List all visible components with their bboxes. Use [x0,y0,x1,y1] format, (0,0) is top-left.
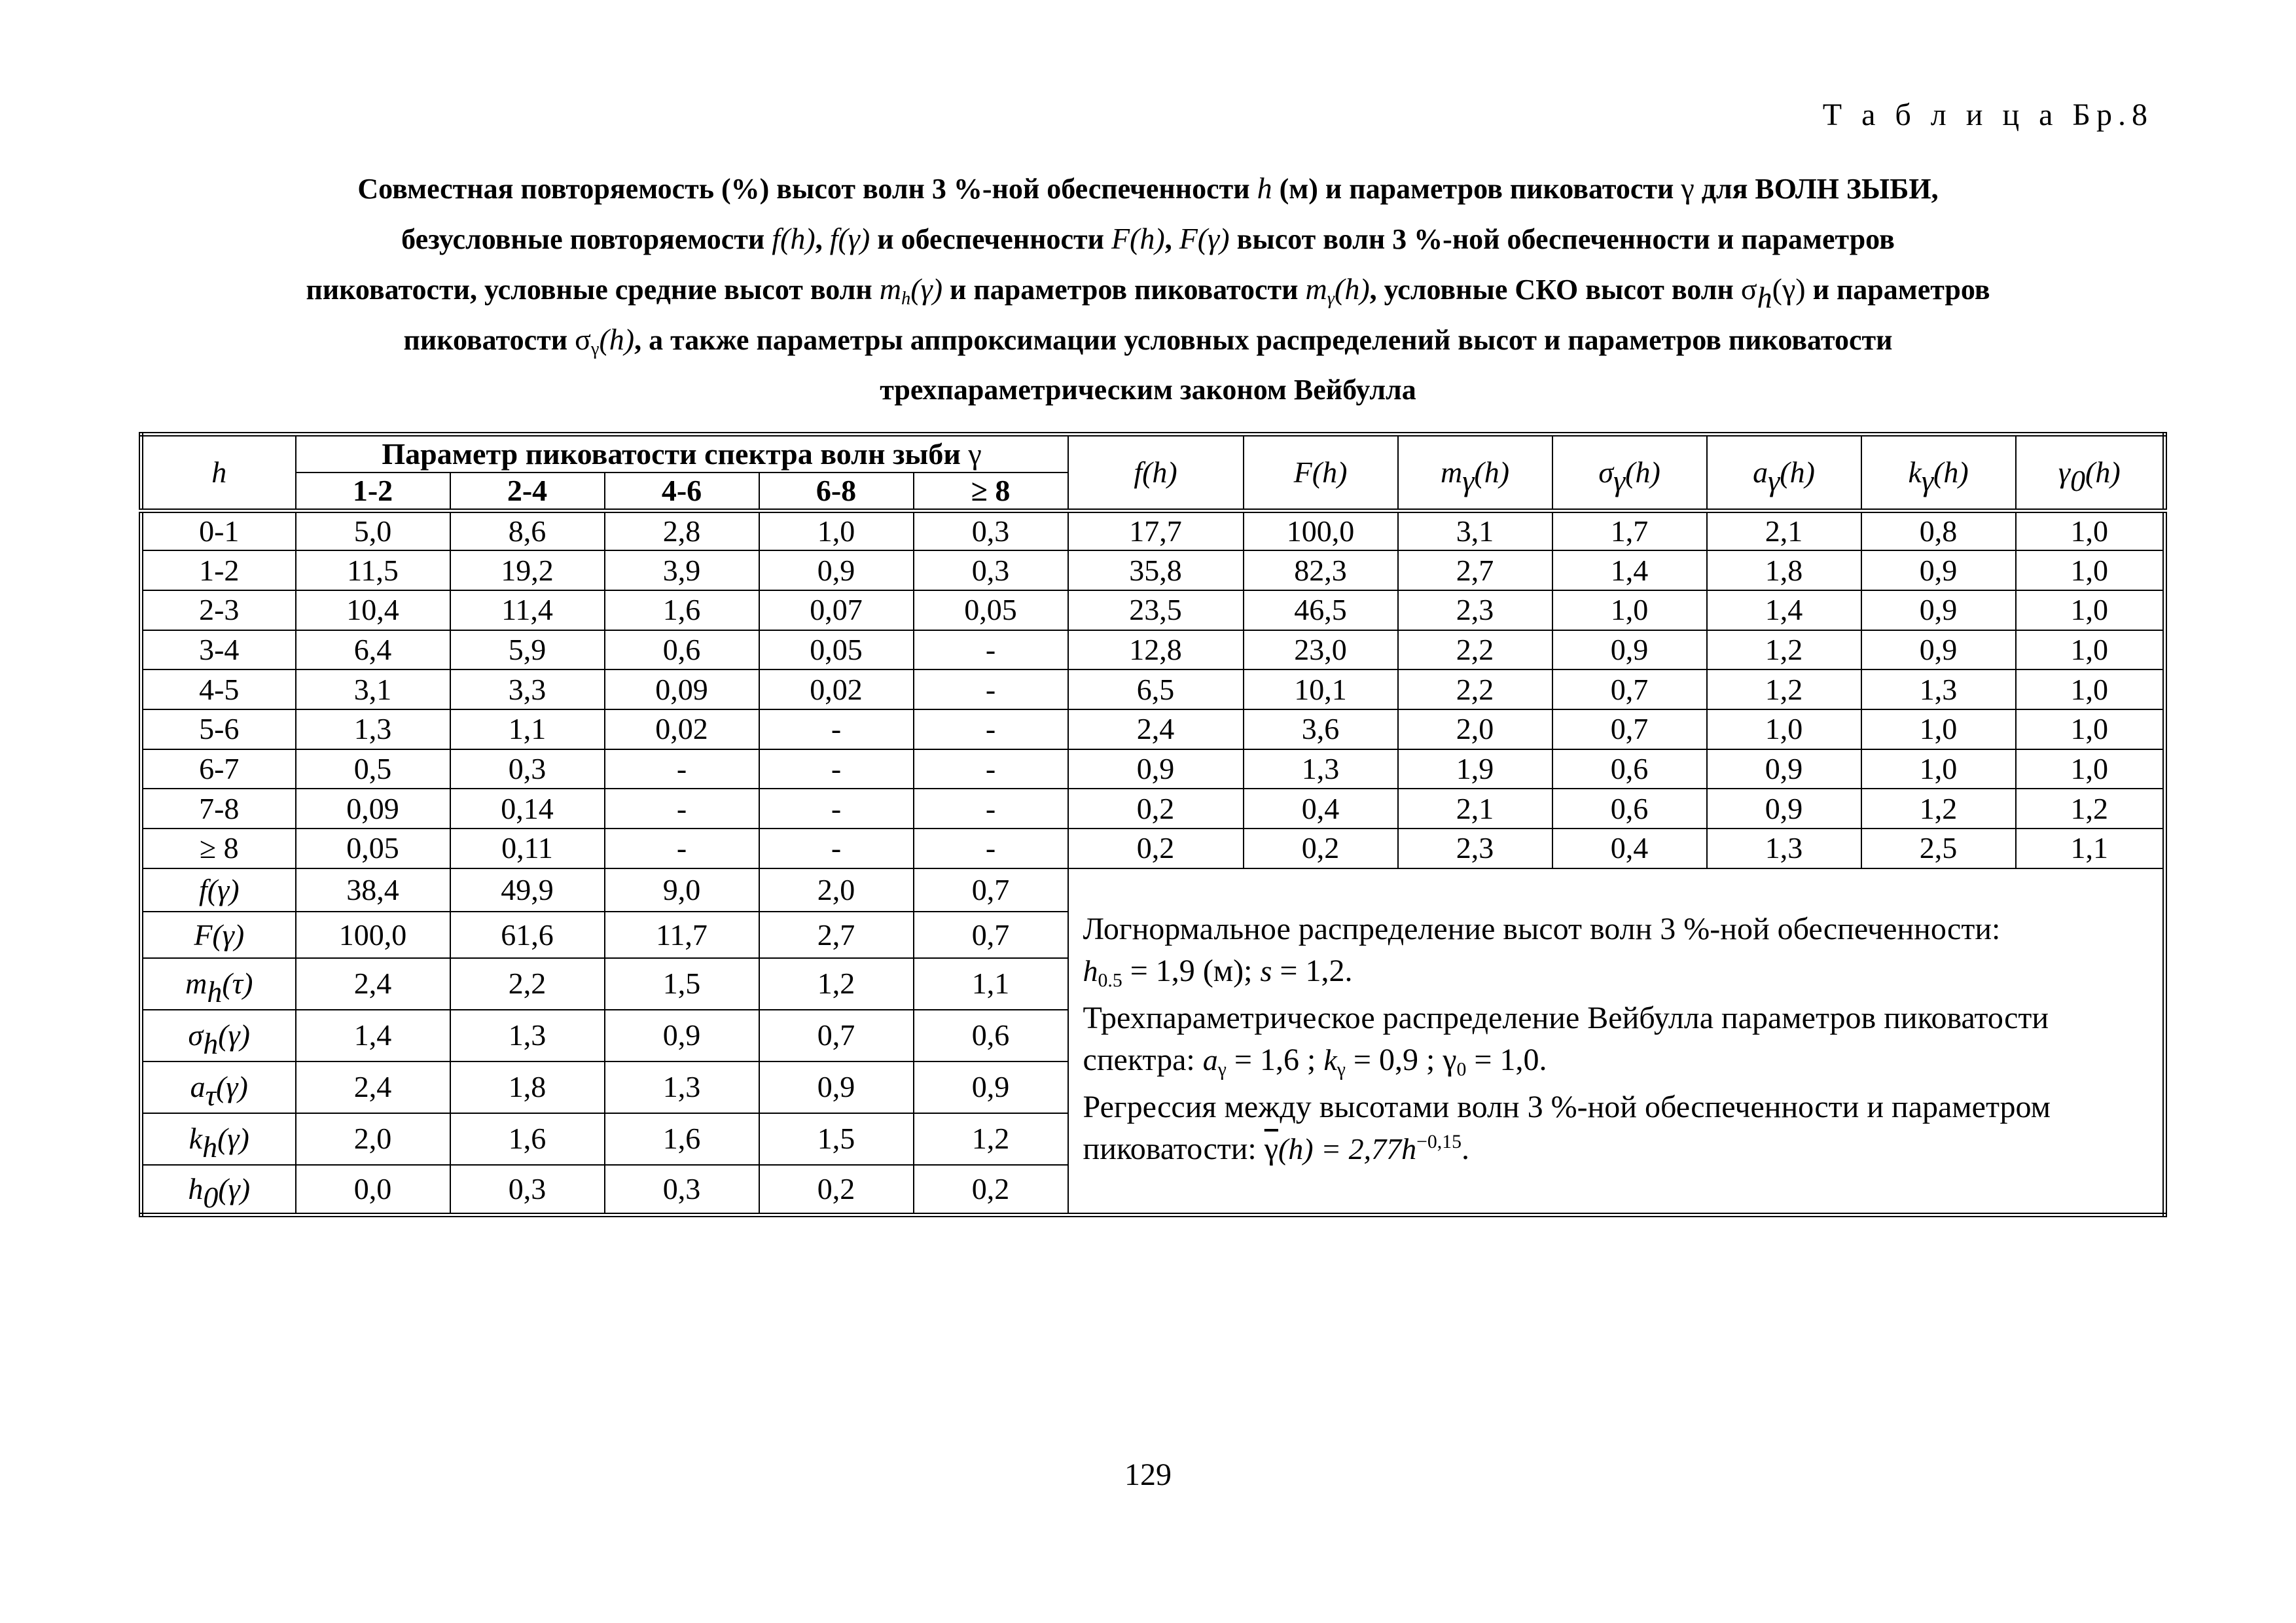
stat-cell: 1,1 [2016,829,2165,868]
freq-cell: 10,4 [296,590,450,630]
gamma-stat-cell: 0,7 [914,912,1068,958]
table-row [141,550,2165,590]
stat-cell: 1,2 [1707,669,1861,709]
gamma-stat-cell: 0,3 [605,1165,759,1215]
stat-cell: 1,0 [1861,749,2016,789]
gamma-stat-cell: 2,2 [450,958,605,1010]
approximation-note [1068,868,2165,1215]
note-lognormal: Логнормальное распределение высот волн 3 %-ной обеспеченности: $h_{0.5} = 1,9$ (м); s = 1,2. [1083,911,2001,991]
freq-cell: 0,02 [759,669,914,709]
gamma-stat-cell: 1,1 [914,958,1068,1010]
stat-cell: 10,1 [1244,669,1398,709]
stat-cell: 0,9 [1068,749,1244,789]
gamma-stat-cell: 2,0 [296,1113,450,1165]
freq-cell: 0,3 [914,511,1068,551]
gamma-stat-cell: 1,5 [759,1113,914,1165]
freq-cell: 0,09 [605,669,759,709]
title-line-5: трехпараметрическим законом Вейбулла [880,374,1416,406]
freq-cell: 2,8 [605,511,759,551]
h-bin: 2-3 [141,590,296,630]
table-label: Т а б л и ц а Бр.8 [1822,98,2153,132]
table-row [141,511,2165,551]
stat-cell: 0,6 [1552,749,1707,789]
gamma-stat-label: $k_h(\gamma)$ [141,1113,296,1165]
gamma-stat-cell: 1,3 [605,1061,759,1113]
gamma-stat-row [141,868,2165,912]
stat-cell: 100,0 [1244,511,1398,551]
stat-cell: 1,0 [1861,709,2016,749]
stat-cell: 1,3 [1707,829,1861,868]
stat-cell: 0,2 [1068,829,1244,868]
stat-cell: 2,0 [1398,709,1552,749]
freq-cell: - [759,789,914,829]
stat-cell: 0,8 [1861,511,2016,551]
freq-cell: 0,07 [759,590,914,630]
freq-cell: 6,4 [296,630,450,670]
stat-cell: 0,9 [1861,590,2016,630]
freq-cell: 5,0 [296,511,450,551]
stat-cell: 1,0 [2016,590,2165,630]
gamma-stat-cell: 0,9 [605,1010,759,1061]
stat-cell: 2,3 [1398,829,1552,868]
freq-cell: 19,2 [450,550,605,590]
stat-header: $a_\gamma(h)$ [1707,435,1861,511]
page-number: 129 [1124,1457,1172,1492]
gamma-stat-cell: 0,2 [914,1165,1068,1215]
freq-cell: - [605,749,759,789]
gamma-stat-cell: 1,3 [450,1010,605,1061]
stat-cell: 23,5 [1068,590,1244,630]
gamma-stat-label: F(γ) [141,912,296,958]
gamma-bin-header: 6-8 [759,473,914,511]
freq-cell: - [759,829,914,868]
h-bin: 6-7 [141,749,296,789]
stat-cell: 1,0 [1707,709,1861,749]
gamma-stat-cell: 0,7 [759,1010,914,1061]
h-bin: 3-4 [141,630,296,670]
gamma-stat-cell: 0,7 [914,868,1068,912]
stat-cell: 1,3 [1244,749,1398,789]
stat-cell: 17,7 [1068,511,1244,551]
table-row [141,829,2165,868]
freq-cell: 3,9 [605,550,759,590]
freq-cell: 1,3 [296,709,450,749]
gamma-stat-label: f(γ) [141,868,296,912]
gamma-stat-cell: 1,2 [914,1113,1068,1165]
stat-cell: 12,8 [1068,630,1244,670]
freq-cell: 1,6 [605,590,759,630]
table-row [141,749,2165,789]
stat-cell: 1,0 [2016,749,2165,789]
stat-cell: 2,1 [1707,511,1861,551]
freq-cell: - [914,630,1068,670]
table-title [152,164,2144,415]
stat-cell: 3,6 [1244,709,1398,749]
h-header: h [141,435,296,511]
gamma-stat-cell: 1,2 [759,958,914,1010]
gamma-stat-cell: 1,8 [450,1061,605,1113]
stat-cell: 0,6 [1552,789,1707,829]
freq-cell: 0,09 [296,789,450,829]
freq-cell: - [914,829,1068,868]
freq-cell: 11,4 [450,590,605,630]
freq-cell: 0,6 [605,630,759,670]
stat-cell: 0,2 [1244,829,1398,868]
stat-cell: 2,7 [1398,550,1552,590]
freq-cell: 0,05 [759,630,914,670]
gamma-stat-cell: 2,4 [296,1061,450,1113]
freq-cell: 0,5 [296,749,450,789]
gamma-group-header: Параметр пиковатости спектра волн зыби γ [296,435,1068,473]
freq-cell: 11,5 [296,550,450,590]
stat-cell: 1,8 [1707,550,1861,590]
stat-cell: 1,9 [1398,749,1552,789]
stat-cell: 1,0 [2016,550,2165,590]
gamma-stat-cell: 0,6 [914,1010,1068,1061]
gamma-stat-cell: 0,3 [450,1165,605,1215]
freq-cell: 0,3 [450,749,605,789]
freq-cell: - [759,709,914,749]
freq-cell: 1,1 [450,709,605,749]
freq-cell: 0,14 [450,789,605,829]
stat-cell: 1,2 [1707,630,1861,670]
table-row [141,789,2165,829]
stat-header: $\gamma_0(h)$ [2016,435,2165,511]
stat-cell: 1,2 [2016,789,2165,829]
freq-cell: 0,11 [450,829,605,868]
gamma-stat-label: $m_h(\tau)$ [141,958,296,1010]
title-line-3: пиковатости, условные средние высот волн $m_h(\gamma)$ и параметров пиковатости $m_\gamma(h)$, условные СКО высот волн $\sigma_h(\gamma)$ и параметров [306,272,1990,314]
gamma-stat-cell: 1,6 [605,1113,759,1165]
gamma-stat-cell: 0,0 [296,1165,450,1215]
stat-cell: 0,9 [1707,749,1861,789]
gamma-stat-cell: 0,2 [759,1165,914,1215]
table-row [141,590,2165,630]
stat-header: f(h) [1068,435,1244,511]
stat-cell: 1,0 [2016,630,2165,670]
gamma-stat-cell: 1,5 [605,958,759,1010]
table-row [141,669,2165,709]
stat-cell: 2,5 [1861,829,2016,868]
stat-header: F(h) [1244,435,1398,511]
h-bin: 1-2 [141,550,296,590]
gamma-stat-cell: 2,7 [759,912,914,958]
gamma-stat-label: $h_0(\gamma)$ [141,1165,296,1215]
gamma-stat-label: $\sigma_h(\gamma)$ [141,1010,296,1061]
stat-cell: 1,0 [2016,709,2165,749]
note-regression: Регрессия между высотами волн 3 %-ной обеспеченности и параметром пиковатости: $\overline{\gamma}(h) = 2,77h^{-0,15}$. [1083,1089,2051,1166]
freq-cell: 8,6 [450,511,605,551]
gamma-stat-cell: 61,6 [450,912,605,958]
freq-cell: 0,05 [914,590,1068,630]
title-line-4: пиковатости $\sigma_\gamma(h)$, а также параметры аппроксимации условных распределений высот и параметров пиковатости [403,323,1893,359]
stat-cell: 0,4 [1552,829,1707,868]
stat-cell: 2,2 [1398,669,1552,709]
stat-cell: 2,1 [1398,789,1552,829]
stat-cell: 0,2 [1068,789,1244,829]
stat-cell: 23,0 [1244,630,1398,670]
gamma-bin-header: ≥ 8 [914,473,1068,511]
stat-cell: 0,9 [1861,550,2016,590]
gamma-stat-cell: 1,4 [296,1010,450,1061]
freq-cell: - [914,709,1068,749]
h-bin: 5-6 [141,709,296,749]
gamma-stat-cell: 100,0 [296,912,450,958]
freq-cell: - [914,669,1068,709]
freq-cell: 0,3 [914,550,1068,590]
freq-cell: - [605,829,759,868]
stat-cell: 2,4 [1068,709,1244,749]
stat-cell: 0,7 [1552,669,1707,709]
freq-cell: 0,02 [605,709,759,749]
stat-cell: 2,3 [1398,590,1552,630]
stat-header: $\sigma_\gamma(h)$ [1552,435,1707,511]
stat-cell: 1,4 [1552,550,1707,590]
gamma-stat-cell: 1,6 [450,1113,605,1165]
gamma-bin-header: 2-4 [450,473,605,511]
freq-cell: - [914,789,1068,829]
gamma-bin-header: 4-6 [605,473,759,511]
gamma-stat-cell: 9,0 [605,868,759,912]
stat-cell: 0,9 [1861,630,2016,670]
stat-header: $m_\gamma(h)$ [1398,435,1552,511]
stat-cell: 1,0 [2016,511,2165,551]
stat-header: $k_\gamma(h)$ [1861,435,2016,511]
gamma-stat-cell: 0,9 [759,1061,914,1113]
freq-cell: 3,1 [296,669,450,709]
stat-cell: 1,0 [1552,590,1707,630]
stat-cell: 46,5 [1244,590,1398,630]
freq-cell: 0,9 [759,550,914,590]
h-bin: 7-8 [141,789,296,829]
title-line-2: безусловные повторяемости f(h), f(γ) и обеспеченности F(h), F(γ) высот волн 3 %-ной обеспеченности и параметров [401,222,1895,255]
title-line-1: Совместная повторяемость (%) высот волн 3 %-ной обеспеченности h (м) и параметров пиковатости γ для ВОЛН ЗЫБИ, [357,171,1939,205]
freq-cell: - [759,749,914,789]
stat-cell: 0,9 [1552,630,1707,670]
gamma-stat-cell: 11,7 [605,912,759,958]
freq-cell: 3,3 [450,669,605,709]
stat-cell: 3,1 [1398,511,1552,551]
stat-cell: 1,2 [1861,789,2016,829]
gamma-stat-cell: 0,9 [914,1061,1068,1113]
gamma-stat-cell: 49,9 [450,868,605,912]
gamma-stat-cell: 2,0 [759,868,914,912]
stat-cell: 1,7 [1552,511,1707,551]
data-table [139,432,2167,1217]
gamma-stat-cell: 2,4 [296,958,450,1010]
header-row-1 [141,435,2165,473]
stat-cell: 6,5 [1068,669,1244,709]
h-bin: 0-1 [141,511,296,551]
stat-cell: 1,3 [1861,669,2016,709]
stat-cell: 0,9 [1707,789,1861,829]
stat-cell: 0,4 [1244,789,1398,829]
stat-cell: 2,2 [1398,630,1552,670]
gamma-bin-header: 1-2 [296,473,450,511]
note-weibull: Трехпараметрическое распределение Вейбулла параметров пиковатости спектра: $a_\gamma = 1,6$ ; $k_\gamma = 0,9$ ; $\gamma_0 = 1,0$. [1083,1000,2049,1080]
h-bin: 4-5 [141,669,296,709]
freq-cell: - [605,789,759,829]
stat-cell: 1,4 [1707,590,1861,630]
stat-cell: 35,8 [1068,550,1244,590]
freq-cell: 5,9 [450,630,605,670]
freq-cell: 1,0 [759,511,914,551]
stat-cell: 0,7 [1552,709,1707,749]
table-row [141,709,2165,749]
freq-cell: - [914,749,1068,789]
gamma-stat-label: $a_\tau(\gamma)$ [141,1061,296,1113]
freq-cell: 0,05 [296,829,450,868]
table-row [141,630,2165,670]
stat-cell: 82,3 [1244,550,1398,590]
gamma-stat-cell: 38,4 [296,868,450,912]
stat-cell: 1,0 [2016,669,2165,709]
h-bin: ≥ 8 [141,829,296,868]
